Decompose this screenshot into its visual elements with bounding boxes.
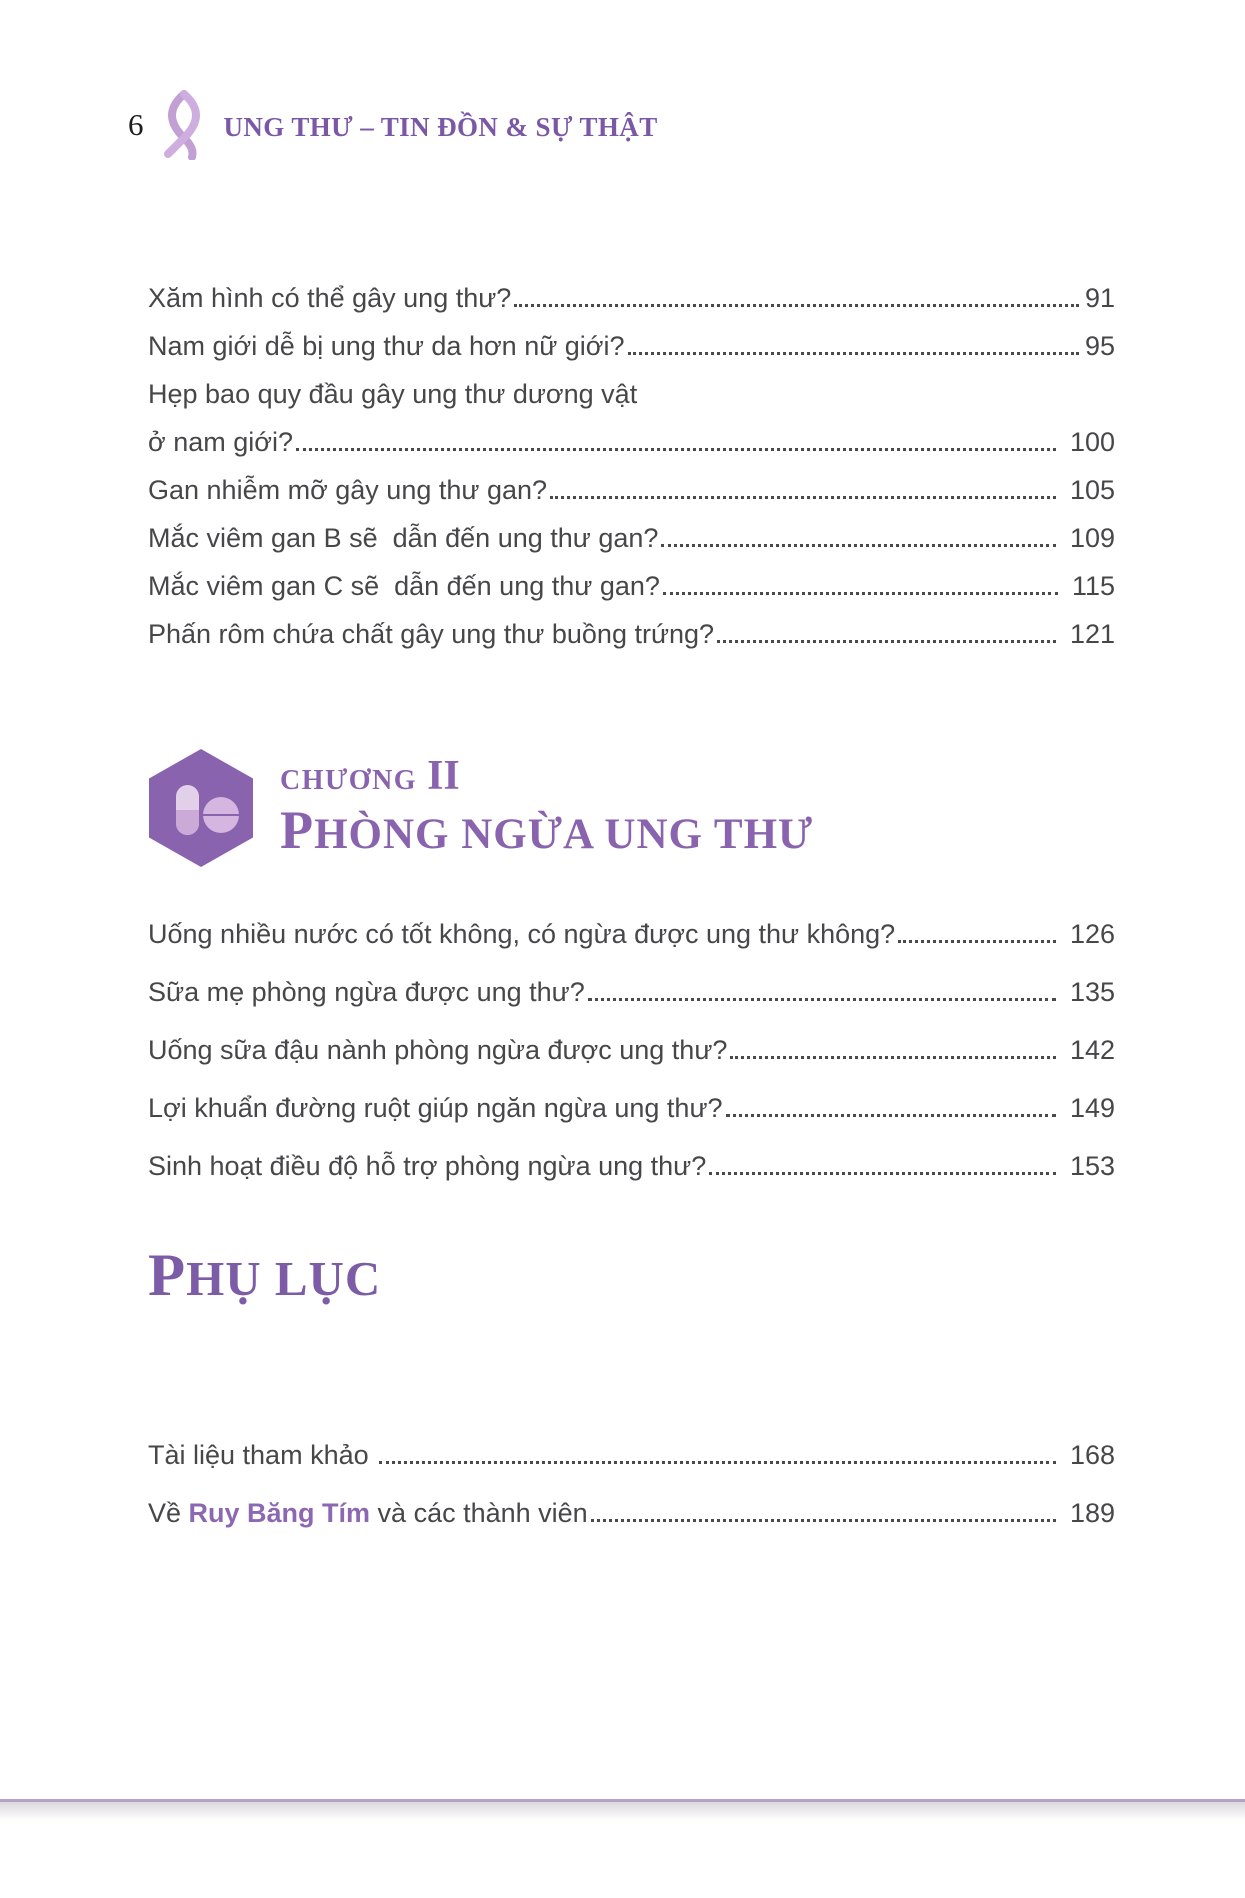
dot-leader — [709, 1172, 1056, 1175]
toc-part1-list — [148, 266, 1115, 650]
toc-entry-label: Uống sữa đậu nành phòng ngừa được ung thư? — [148, 1034, 728, 1065]
dot-leader — [663, 592, 1059, 595]
toc-page-number: 100 — [1062, 426, 1115, 457]
toc-row — [148, 362, 1115, 410]
toc-entry-label: Sữa mẹ phòng ngừa được ung thư? — [148, 976, 585, 1007]
toc-page-number: 189 — [1062, 1497, 1115, 1528]
dot-leader — [898, 940, 1056, 943]
dot-leader — [588, 998, 1057, 1001]
chapter-kicker — [280, 752, 813, 799]
dot-leader — [730, 1056, 1056, 1059]
toc-entry-label: Nam giới dễ bị ung thư da hơn nữ giới? — [148, 330, 625, 361]
page-header — [0, 0, 1245, 160]
toc-entry-label: Về Ruy Băng Tím và các thành viên — [148, 1497, 588, 1528]
toc-entry-label: Lợi khuẩn đường ruột giúp ngăn ngừa ung thư? — [148, 1092, 723, 1123]
toc-row — [148, 314, 1115, 362]
toc-page-number: 121 — [1062, 618, 1115, 649]
toc-page-number: 91 — [1084, 282, 1115, 313]
toc-row — [148, 1066, 1115, 1124]
toc-row — [148, 1124, 1115, 1182]
toc-row — [148, 1471, 1115, 1529]
toc-entry-label: ở nam giới? — [148, 426, 293, 457]
appendix-title: PHỤ LỤC — [148, 1242, 382, 1309]
dot-leader — [726, 1114, 1057, 1117]
toc-page-number: 109 — [1062, 522, 1115, 553]
toc-row — [148, 892, 1115, 950]
toc-page-number: 115 — [1064, 570, 1115, 601]
pills-hexagon-icon — [148, 748, 254, 868]
dot-leader — [514, 304, 1079, 307]
toc-row — [148, 266, 1115, 314]
toc-page-number: 149 — [1062, 1092, 1115, 1123]
toc-row — [148, 410, 1115, 458]
appendix-list — [148, 1413, 1115, 1529]
toc-entry-label: Tài liệu tham khảo — [148, 1439, 377, 1470]
toc-page-number: 126 — [1062, 918, 1115, 949]
chapter-kicker-word: CHƯƠNG — [280, 764, 418, 796]
book-title: UNG THƯ – TIN ĐỒN & SỰ THẬT — [223, 111, 658, 142]
toc-page-number: 168 — [1062, 1439, 1115, 1470]
dot-leader — [628, 352, 1079, 355]
page-number: 6 — [128, 106, 144, 142]
toc-page-number: 135 — [1062, 976, 1115, 1007]
toc-page-number: 153 — [1062, 1150, 1115, 1181]
awareness-ribbon-icon — [154, 88, 220, 160]
dot-leader — [550, 496, 1056, 499]
dot-leader — [591, 1519, 1057, 1522]
toc-part2-list — [148, 892, 1115, 1182]
toc-row — [148, 554, 1115, 602]
dot-leader — [717, 640, 1056, 643]
dot-leader — [661, 544, 1056, 547]
toc-entry-label: Gan nhiễm mỡ gây ung thư gan? — [148, 474, 548, 505]
toc-row — [148, 1008, 1115, 1066]
toc-row — [148, 506, 1115, 554]
toc-entry-label: Mắc viêm gan B sẽ dẫn đến ung thư gan? — [148, 522, 659, 553]
toc-entry-label: Uống nhiều nước có tốt không, có ngừa được ung thư không? — [148, 918, 896, 949]
chapter-2-titles — [280, 752, 814, 861]
toc-page-number: 142 — [1062, 1034, 1115, 1065]
page-bottom-shadow — [0, 1802, 1245, 1820]
toc-entry-label: Phấn rôm chứa chất gây ung thư buồng trứng? — [148, 618, 715, 649]
dot-leader — [379, 1461, 1056, 1464]
chapter-kicker-numeral: II — [427, 752, 460, 799]
chapter-title: PHÒNG NGỪA UNG THƯ — [280, 799, 814, 860]
dot-leader — [296, 448, 1056, 451]
toc-row — [148, 458, 1115, 506]
toc-entry-label: Hẹp bao quy đầu gây ung thư dương vật — [148, 378, 638, 409]
chapter-2-heading — [148, 748, 1115, 868]
toc-entry-label: Sinh hoạt điều độ hỗ trợ phòng ngừa ung thư? — [148, 1150, 707, 1181]
toc-page-number: 105 — [1062, 474, 1115, 505]
toc-row — [148, 602, 1115, 650]
toc-row — [148, 1413, 1115, 1471]
toc-page-number: 95 — [1084, 330, 1115, 361]
toc-row — [148, 950, 1115, 1008]
toc-entry-label: Xăm hình có thể gây ung thư? — [148, 282, 512, 313]
toc-entry-label: Mắc viêm gan C sẽ dẫn đến ung thư gan? — [148, 570, 660, 601]
